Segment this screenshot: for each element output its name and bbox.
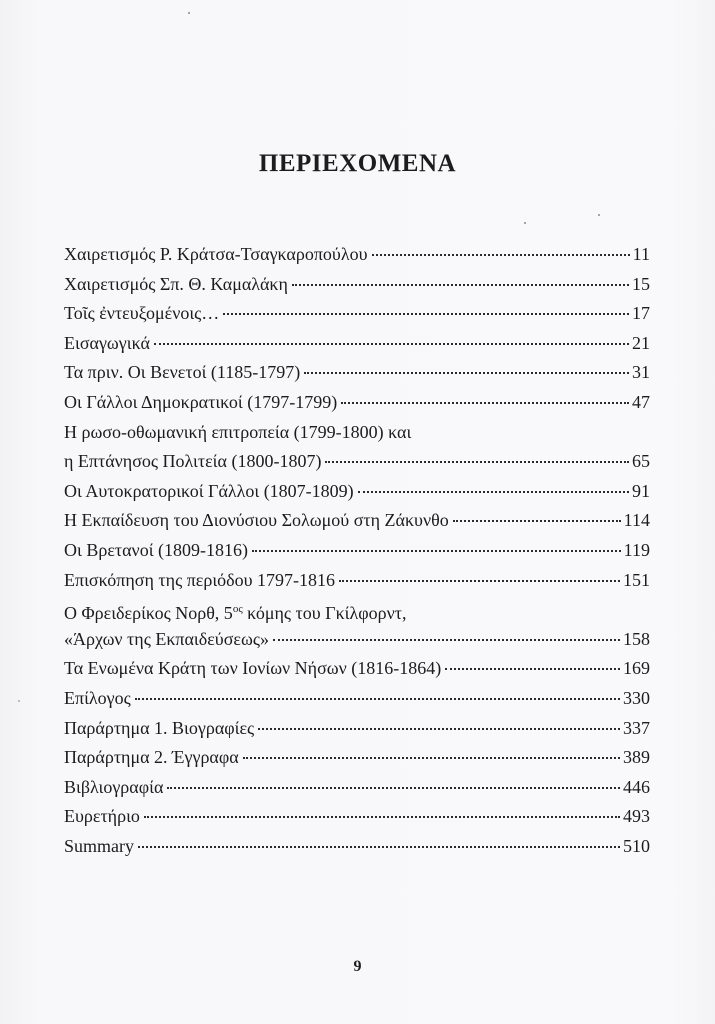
dot-leader — [339, 578, 620, 582]
toc-entry-title: Παράρτημα 2. Έγγραφα — [64, 747, 239, 768]
toc-entry-title: Χαιρετισμός Σπ. Θ. Καμαλάκη — [64, 273, 288, 294]
toc-entry-page: 446 — [623, 776, 650, 797]
scan-speck — [524, 222, 526, 224]
dot-leader — [144, 814, 620, 818]
ordinal-superscript: ος — [232, 603, 243, 616]
dot-leader — [273, 637, 620, 641]
toc-entry — [64, 240, 650, 270]
toc-entry-page: 91 — [632, 480, 650, 501]
toc-entry-page: 169 — [623, 658, 650, 679]
dot-leader — [445, 666, 620, 670]
toc-entry — [64, 773, 650, 803]
toc-entry-title: Τα Ενωμένα Κράτη των Ιονίων Νήσων (1816-1864) — [64, 658, 442, 679]
toc-entry-title-line2: «Άρχων της Εκπαιδεύσεως» — [64, 628, 269, 649]
dot-leader — [258, 726, 620, 730]
dot-leader — [154, 341, 629, 345]
toc-entry-page: 119 — [623, 539, 650, 560]
dot-leader — [167, 785, 620, 789]
toc-entry-page: 17 — [632, 303, 650, 324]
toc-entry-title: Βιβλιογραφία — [64, 776, 164, 797]
dot-leader — [372, 252, 630, 256]
dot-leader — [243, 755, 620, 759]
toc-entry — [64, 477, 650, 507]
toc-entry-title: Οι Γάλλοι Δημοκρατικοί (1797-1799) — [64, 391, 338, 412]
toc-entry-page: 337 — [623, 717, 650, 738]
toc-entry-title: Τοῖς ἐντευξομένοις… — [64, 303, 220, 324]
toc-entry — [64, 743, 650, 773]
toc-entry-title: Χαιρετισμός Ρ. Κράτσα-Τσαγκαροπούλου — [64, 244, 368, 264]
toc-entry-title: Ευρετήριο — [64, 806, 140, 827]
toc-entry-title: Παράρτημα 1. Βιογραφίες — [64, 717, 255, 738]
toc-entry-page: 114 — [623, 510, 650, 531]
toc-entry-title-line1-pre: Ο Φρειδερίκος Νορθ, 5 — [64, 603, 233, 624]
toc-entry — [64, 418, 650, 477]
toc-entry — [64, 654, 650, 684]
toc-entry — [64, 566, 650, 596]
page-title: ΠΕΡΙΕΧΟΜΕΝΑ — [258, 150, 457, 177]
toc-entry-page: 47 — [632, 391, 650, 412]
dot-leader — [135, 696, 620, 700]
dot-leader — [252, 548, 621, 552]
page-number: 9 — [353, 958, 362, 975]
toc-entry-page: 151 — [623, 569, 650, 590]
toc-entry-title: Οι Αυτοκρατορικοί Γάλλοι (1807-1809) — [64, 480, 354, 501]
dot-leader — [223, 311, 629, 315]
dot-leader — [341, 400, 629, 404]
scan-speck — [18, 700, 20, 702]
dot-leader — [292, 282, 629, 286]
toc-entry-page: 15 — [632, 273, 650, 294]
toc-entry-page: 21 — [632, 332, 650, 353]
toc-entry-title-line1 — [64, 595, 406, 629]
toc-entry-title: Επισκόπηση της περιόδου 1797-1816 — [64, 569, 336, 590]
toc-entry-page: 11 — [632, 244, 650, 264]
toc-entry — [64, 832, 650, 862]
toc-entry — [64, 388, 650, 418]
dot-leader — [304, 370, 629, 374]
toc-entry-title: Η Εκπαίδευση του Διονύσιου Σολωμού στη Ζάκυνθο — [64, 510, 449, 531]
toc-entry — [64, 358, 650, 388]
table-of-contents — [64, 240, 650, 861]
toc-entry — [64, 802, 650, 832]
toc-entry-page: 65 — [632, 451, 650, 472]
toc-entry — [64, 684, 650, 714]
toc-entry-title-line2: η Επτάνησος Πολιτεία (1800-1807) — [64, 451, 322, 472]
toc-entry-title-line1-post: κόμης του Γκίλφορντ, — [242, 603, 407, 624]
toc-entry-page: 330 — [623, 687, 650, 708]
dot-leader — [325, 459, 629, 463]
dot-leader — [138, 844, 620, 848]
toc-entry — [64, 536, 650, 566]
toc-entry — [64, 506, 650, 536]
toc-entry — [64, 299, 650, 329]
toc-entry-title: Οι Βρετανοί (1809-1816) — [64, 539, 249, 560]
toc-entry — [64, 270, 650, 300]
toc-entry-title: Summary — [64, 835, 134, 856]
dot-leader — [453, 518, 621, 522]
dot-leader — [358, 489, 629, 493]
scan-speck — [188, 12, 190, 14]
toc-entry-title: Επίλογος — [64, 687, 131, 708]
toc-entry-page: 493 — [623, 806, 650, 827]
toc-entry — [64, 714, 650, 744]
toc-entry-page: 158 — [623, 628, 650, 649]
toc-entry-page: 510 — [623, 835, 650, 856]
toc-entry-title: Τα πριν. Οι Βενετοί (1185-1797) — [64, 362, 301, 383]
toc-entry-page: 31 — [632, 362, 650, 383]
toc-entry-title: Εισαγωγικά — [64, 332, 150, 353]
toc-entry-page: 389 — [623, 747, 650, 768]
toc-entry — [64, 329, 650, 359]
scan-speck — [598, 214, 600, 216]
toc-entry-title-line1: Η ρωσο-οθωμανική επιτροπεία (1799-1800) και — [64, 421, 412, 442]
toc-entry — [64, 595, 650, 654]
